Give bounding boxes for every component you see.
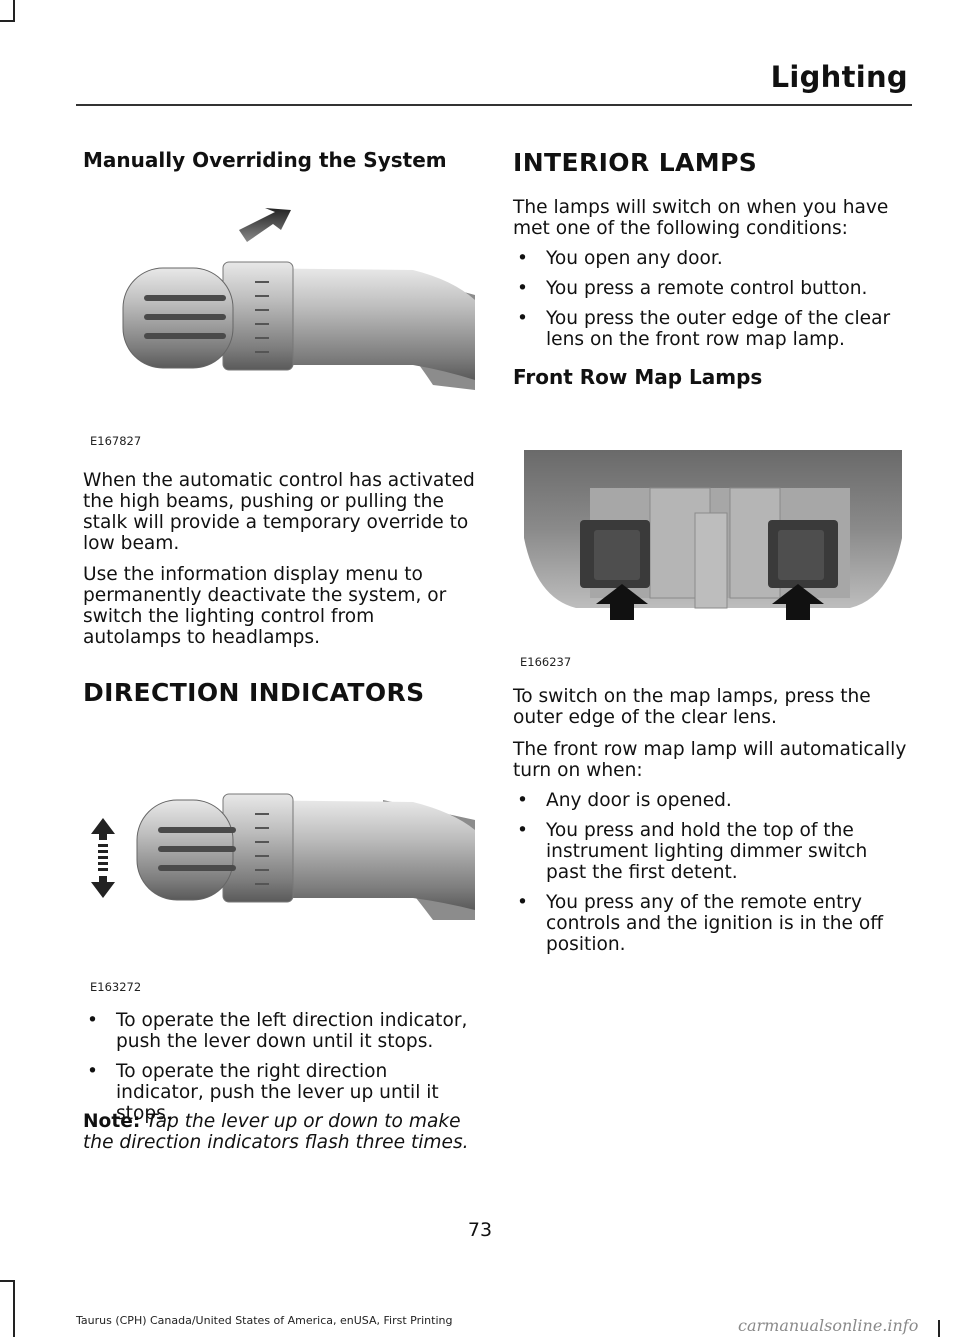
list-item: • To operate the right direction indicator, push the lever up until it stops.	[83, 1061, 478, 1124]
note-text: Tap the lever up or down to make the direction indicators flash three times.	[83, 1111, 469, 1153]
crop-mark	[0, 1280, 15, 1282]
section-heading-manual-override: Manually Overriding the System	[83, 148, 447, 172]
note	[83, 1111, 478, 1153]
stalk-figure-override	[83, 200, 475, 415]
figure-code: E166237	[520, 655, 572, 669]
header-rule	[76, 104, 912, 106]
list-item: • You press any of the remote entry controls and the ignition is in the off position.	[513, 892, 908, 955]
list-item: • You press and hold the top of the instrument lighting dimmer switch past the first detent.	[513, 820, 908, 883]
list-item: • You press the outer edge of the clear lens on the front row map lamp.	[513, 308, 908, 350]
figure-code: E167827	[90, 434, 142, 448]
section-heading-interior-lamps: INTERIOR LAMPS	[513, 148, 758, 177]
page-title: Lighting	[770, 60, 908, 94]
paragraph: The front row map lamp will automatically turn on when:	[513, 739, 907, 781]
sub-heading-front-row-map-lamps: Front Row Map Lamps	[513, 365, 763, 389]
crop-mark	[13, 1280, 15, 1337]
list-item: • To operate the left direction indicator, push the lever down until it stops.	[83, 1010, 478, 1052]
bullet-list-conditions	[513, 248, 908, 359]
footer-text: Taurus (CPH) Canada/United States of America, enUSA, First Printing	[76, 1314, 453, 1327]
paragraph: When the automatic control has activated the high beams, pushing or pulling the stalk will provide a temporary override to low beam.	[83, 470, 475, 554]
list-item: • You open any door.	[513, 248, 908, 269]
paragraph: The lamps will switch on when you have met one of the following conditions:	[513, 197, 889, 239]
map-lamp-figure	[520, 448, 906, 626]
watermark: carmanualsonline.info	[738, 1316, 919, 1335]
section-heading-direction-indicators: DIRECTION INDICATORS	[83, 678, 425, 707]
list-item: • You press a remote control button.	[513, 278, 908, 299]
paragraph: To switch on the map lamps, press the outer edge of the clear lens.	[513, 686, 871, 728]
figure-code: E163272	[90, 980, 142, 994]
stalk-figure-direction	[83, 760, 475, 960]
note-label: Note:	[83, 1111, 141, 1132]
page-number: 73	[467, 1219, 493, 1241]
crop-mark	[13, 0, 15, 22]
bullet-list-map-lamp	[513, 790, 908, 964]
crop-mark	[938, 1320, 940, 1337]
list-item: • Any door is opened.	[513, 790, 908, 811]
paragraph: Use the information display menu to permanently deactivate the system, or switch the lighting control from autolamps to headlamps.	[83, 564, 447, 648]
crop-mark	[0, 20, 15, 22]
